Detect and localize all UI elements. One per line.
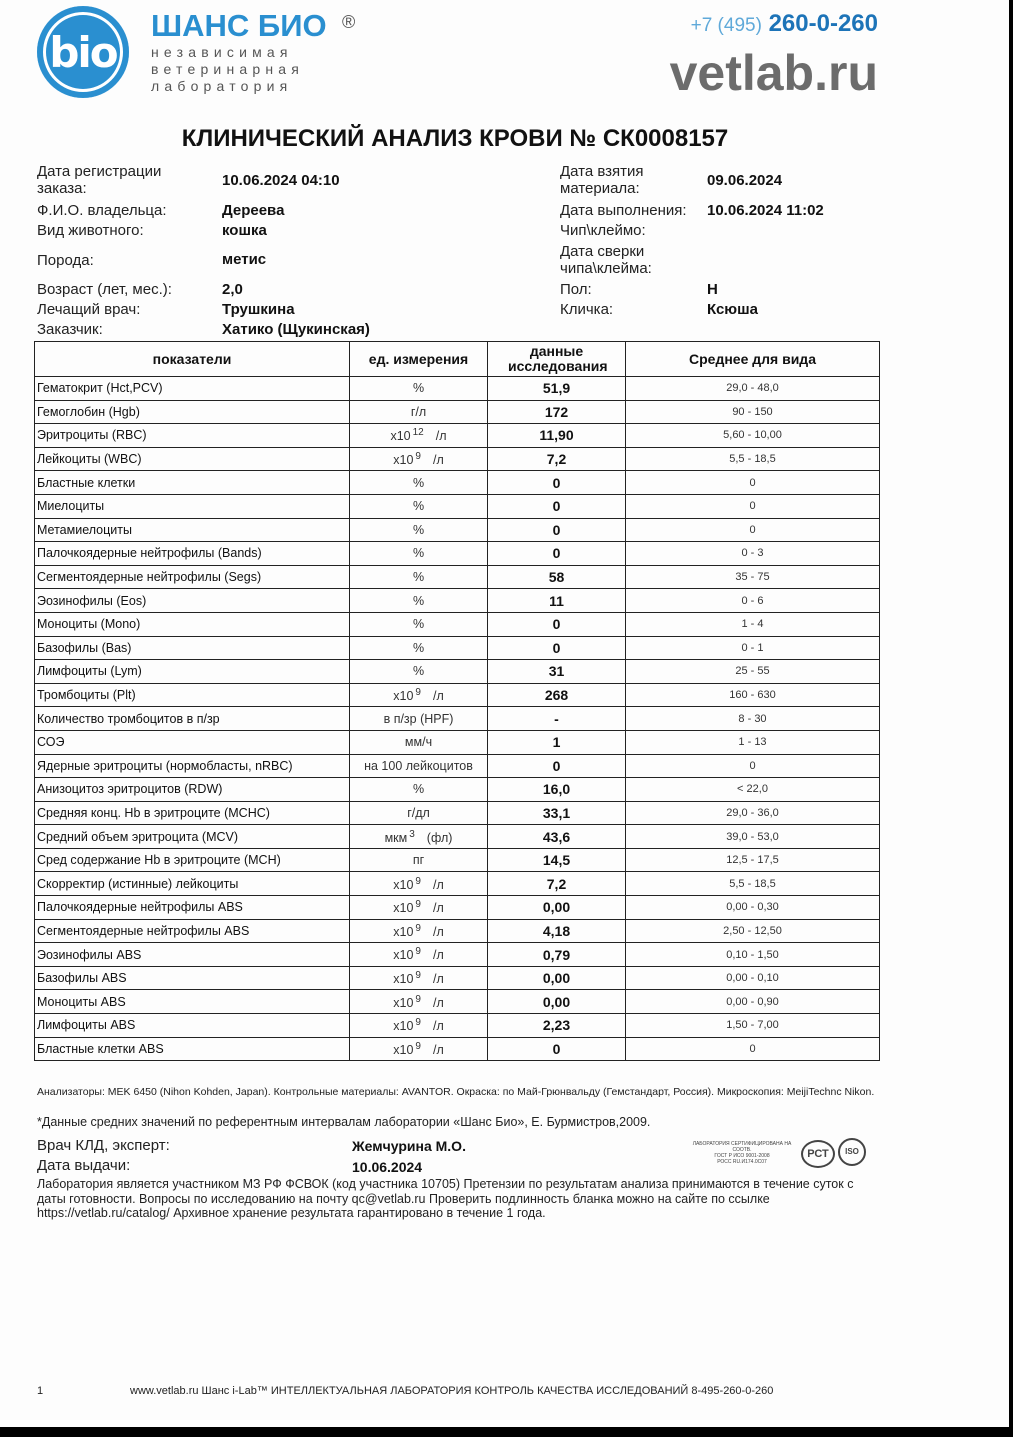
parameter-reference: 0 [626, 518, 880, 542]
parameter-value: 11 [488, 589, 626, 613]
unit-base: % [412, 499, 425, 514]
table-row [35, 636, 880, 660]
table-row [35, 966, 880, 990]
table-row [35, 778, 880, 802]
page-title: КЛИНИЧЕСКИЙ АНАЛИЗ КРОВИ № СК0008157 [181, 125, 729, 152]
unit-base: x10 [393, 948, 414, 963]
parameter-name: Ядерные эритроциты (нормобласты, nRBC) [35, 754, 350, 778]
parameter-value: 0 [488, 518, 626, 542]
parameter-unit [350, 754, 488, 778]
unit-exponent: 9 [415, 899, 421, 911]
parameter-unit [350, 990, 488, 1014]
unit-base: % [412, 640, 425, 655]
parameter-reference: 0,00 - 0,10 [626, 966, 880, 990]
info-value: Трушкина [222, 301, 295, 318]
unit-exponent: 9 [415, 993, 421, 1005]
table-row [35, 848, 880, 872]
parameter-name: Средний объем эритроцита (MCV) [35, 825, 350, 849]
unit-suffix: (фл) [426, 830, 453, 845]
unit-base: % [412, 546, 425, 561]
brand-subtitle-line: ветеринарная [151, 61, 305, 77]
info-label: Лечащий врач: [37, 301, 141, 318]
brand-name: ШАНС БИО [151, 8, 327, 43]
parameter-unit [350, 589, 488, 613]
parameter-reference: 0 - 1 [626, 636, 880, 660]
parameter-reference: 0,00 - 0,90 [626, 990, 880, 1014]
bio-logo-icon [37, 6, 129, 98]
parameter-reference: 5,5 - 18,5 [626, 447, 880, 471]
unit-base: на 100 лейкоцитов [364, 758, 473, 773]
brand-subtitle [151, 44, 304, 95]
info-label: Дата регистрации заказа: [37, 163, 162, 197]
table-row [35, 1014, 880, 1038]
parameter-unit [350, 424, 488, 448]
parameter-unit [350, 1037, 488, 1061]
unit-suffix: /л [432, 689, 444, 704]
parameter-unit [350, 778, 488, 802]
table-row [35, 400, 880, 424]
parameter-unit [350, 801, 488, 825]
table-row [35, 896, 880, 920]
parameter-unit [350, 943, 488, 967]
parameter-name: Моноциты ABS [35, 990, 350, 1014]
cert-line: ЛАБОРАТОРИЯ СЕРТИФИЦИРОВАНА НА СООТВ. [692, 1141, 792, 1153]
info-value: 10.06.2024 11:02 [707, 202, 824, 219]
parameter-value: 0 [488, 494, 626, 518]
parameter-name: Гемоглобин (Hgb) [35, 400, 350, 424]
unit-base: x10 [393, 453, 414, 468]
logo-text: bio [49, 28, 117, 77]
parameter-name: СОЭ [35, 730, 350, 754]
unit-base: пг [412, 853, 425, 868]
unit-suffix: /л [435, 429, 447, 444]
header-result: данные исследования [488, 342, 626, 377]
table-row [35, 518, 880, 542]
parameter-reference: 0 [626, 494, 880, 518]
parameter-reference: 29,0 - 48,0 [626, 377, 880, 401]
parameter-name: Лимфоциты ABS [35, 1014, 350, 1038]
parameter-unit [350, 1014, 488, 1038]
table-row [35, 1037, 880, 1061]
unit-base: x10 [393, 689, 414, 704]
parameter-reference: 0 [626, 471, 880, 495]
parameter-unit [350, 707, 488, 731]
info-label: Пол: [560, 281, 592, 298]
parameter-reference: 35 - 75 [626, 565, 880, 589]
unit-suffix: /л [432, 948, 444, 963]
footer-text: www.vetlab.ru Шанс i-Lab™ ИНТЕЛЛЕКТУАЛЬНАЯ ЛАБОРАТОРИЯ КОНТРОЛЬ КАЧЕСТВА ИССЛЕДОВАНИЙ 8-495-260-0-260 [130, 1385, 774, 1397]
parameter-name: Гематокрит (Hct,PCV) [35, 377, 350, 401]
unit-suffix: /л [432, 972, 444, 987]
reference-note: *Данные средних значений по референтным интервалам лаборатории «Шанс Био», Е. Бурмистров,2009. [37, 1115, 651, 1129]
parameter-reference: 0,00 - 0,30 [626, 896, 880, 920]
unit-exponent: 9 [415, 451, 421, 462]
parameter-name: Бластные клетки ABS [35, 1037, 350, 1061]
info-value: Н [707, 281, 718, 298]
unit-exponent: 9 [415, 1017, 421, 1029]
unit-base: % [412, 522, 425, 537]
parameter-value: - [488, 707, 626, 731]
disclaimer: Лаборатория является участником МЗ РФ ФСВОК (код участника 10705) Претензии по результатам анализа принимаются в течение суток с даты готовности. Вопросы по исследованию на почту qc@vetlab.ru Проверить подлинность бланка можно на сайте по ссылке https://vetlab.ru/catalog/ Архивное хранение результата гарантировано в течение 1 года. [37, 1177, 854, 1220]
cert-line: РОСС RU.И174.0С07 [717, 1159, 767, 1165]
parameter-reference: 0,10 - 1,50 [626, 943, 880, 967]
info-value: 09.06.2024 [707, 172, 783, 189]
unit-exponent: 3 [409, 828, 415, 840]
parameter-value: 0 [488, 612, 626, 636]
parameter-reference: 1,50 - 7,00 [626, 1014, 880, 1038]
parameter-name: Тромбоциты (Plt) [35, 683, 350, 707]
parameter-unit [350, 660, 488, 684]
parameter-reference: 0 [626, 754, 880, 778]
parameter-name: Миелоциты [35, 494, 350, 518]
phone-prefix: +7 (495) [690, 15, 762, 36]
parameter-unit [350, 377, 488, 401]
parameter-value: 4,18 [488, 919, 626, 943]
info-label: Возраст (лет, мес.): [37, 281, 172, 298]
parameter-value: 268 [488, 683, 626, 707]
registered-mark: ® [342, 12, 356, 32]
unit-base: мкм [384, 830, 408, 845]
table-row [35, 919, 880, 943]
analyzers-note: Анализаторы: MEK 6450 (Nihon Kohden, Japan). Контрольные материалы: AVANTOR. Окраска: по Май-Грюнвальду (Гемстандарт, Россия). Микроскопия: MeijiTechnc Nikon. [37, 1086, 875, 1098]
parameter-unit [350, 542, 488, 566]
parameter-unit [350, 872, 488, 896]
unit-exponent: 9 [415, 946, 421, 958]
parameter-name: Эозинофилы (Eos) [35, 589, 350, 613]
phone-number: 260-0-260 [768, 10, 878, 37]
header-unit: ед. измерения [350, 342, 488, 377]
parameter-reference: 39,0 - 53,0 [626, 825, 880, 849]
parameter-name: Эритроциты (RBC) [35, 424, 350, 448]
parameter-name: Базофилы (Bas) [35, 636, 350, 660]
certification-text [688, 1141, 796, 1165]
unit-base: г/дл [407, 805, 430, 820]
unit-suffix: /л [432, 453, 444, 468]
unit-base: % [412, 664, 425, 679]
parameter-reference: 5,5 - 18,5 [626, 872, 880, 896]
unit-base: x10 [393, 972, 414, 987]
table-row [35, 447, 880, 471]
parameter-unit [350, 896, 488, 920]
results-table [34, 341, 880, 1061]
info-value: Хатико (Щукинская) [222, 321, 370, 338]
parameter-name: Бластные клетки [35, 471, 350, 495]
parameter-reference: 1 - 4 [626, 612, 880, 636]
unit-base: x10 [393, 877, 414, 892]
parameter-name: Палочкоядерные нейтрофилы (Bands) [35, 542, 350, 566]
expert-label: Врач КЛД, эксперт: [37, 1137, 170, 1154]
parameter-value: 43,6 [488, 825, 626, 849]
info-value: Дереева [222, 202, 285, 219]
unit-exponent: 9 [415, 875, 421, 887]
parameter-reference: 2,50 - 12,50 [626, 919, 880, 943]
table-row [35, 825, 880, 849]
parameter-unit [350, 400, 488, 424]
table-row [35, 612, 880, 636]
info-label: Заказчик: [37, 321, 103, 338]
info-value: Ксюша [707, 301, 758, 318]
parameter-name: Эозинофилы ABS [35, 943, 350, 967]
parameter-name: Палочкоядерные нейтрофилы ABS [35, 896, 350, 920]
parameter-value: 2,23 [488, 1014, 626, 1038]
unit-base: x10 [393, 925, 414, 940]
parameter-reference: 0 - 6 [626, 589, 880, 613]
unit-base: % [412, 570, 425, 585]
unit-exponent: 9 [415, 970, 421, 982]
table-row [35, 589, 880, 613]
parameter-name: Количество тромбоцитов в п/зр [35, 707, 350, 731]
info-value: 2,0 [222, 281, 243, 298]
table-row [35, 542, 880, 566]
table-row [35, 990, 880, 1014]
brand-subtitle-line: независимая [151, 44, 293, 60]
parameter-value: 0 [488, 542, 626, 566]
parameter-reference: 25 - 55 [626, 660, 880, 684]
page-number: 1 [37, 1385, 44, 1397]
parameter-value: 0 [488, 636, 626, 660]
parameter-reference: < 22,0 [626, 778, 880, 802]
info-label: Дата сверки чипа\клейма: [560, 243, 652, 277]
unit-base: % [412, 617, 425, 632]
parameter-name: Базофилы ABS [35, 966, 350, 990]
info-label: Кличка: [560, 301, 614, 318]
table-row [35, 660, 880, 684]
table-row [35, 683, 880, 707]
parameter-reference: 90 - 150 [626, 400, 880, 424]
unit-base: г/л [410, 404, 427, 419]
parameter-name: Лимфоциты (Lym) [35, 660, 350, 684]
parameter-unit [350, 730, 488, 754]
parameter-name: Анизоцитоз эритроцитов (RDW) [35, 778, 350, 802]
parameter-unit [350, 825, 488, 849]
info-value: кошка [222, 222, 267, 239]
parameter-reference: 0 - 3 [626, 542, 880, 566]
table-row [35, 872, 880, 896]
parameter-unit [350, 683, 488, 707]
parameter-value: 33,1 [488, 801, 626, 825]
parameter-value: 0,00 [488, 966, 626, 990]
unit-base: x10 [390, 429, 411, 444]
iso-cert-icon: ISO [838, 1138, 866, 1166]
issue-date: 10.06.2024 [352, 1159, 423, 1175]
unit-suffix: /л [432, 1019, 444, 1034]
parameter-unit [350, 612, 488, 636]
parameter-value: 51,9 [488, 377, 626, 401]
parameter-name: Сегментоядерные нейтрофилы (Segs) [35, 565, 350, 589]
info-label: Ф.И.О. владельца: [37, 202, 167, 219]
cert-line: ГОСТ Р ИСО 9001-2008 [714, 1153, 770, 1159]
unit-base: % [412, 593, 425, 608]
parameter-unit [350, 848, 488, 872]
expert-name: Жемчурина М.О. [352, 1138, 466, 1154]
table-row [35, 801, 880, 825]
parameter-value: 0,00 [488, 896, 626, 920]
unit-suffix: /л [432, 1043, 444, 1057]
table-row [35, 943, 880, 967]
unit-base: x10 [393, 1019, 414, 1034]
info-label: Вид животного: [37, 222, 144, 239]
parameter-value: 172 [488, 400, 626, 424]
parameter-name: Сегментоядерные нейтрофилы ABS [35, 919, 350, 943]
table-row [35, 754, 880, 778]
parameter-name: Метамиелоциты [35, 518, 350, 542]
website: vetlab.ru [669, 45, 878, 101]
parameter-reference: 160 - 630 [626, 683, 880, 707]
table-row [35, 494, 880, 518]
parameter-unit [350, 471, 488, 495]
info-label: Чип\клеймо: [560, 222, 646, 239]
unit-exponent: 9 [415, 686, 421, 698]
unit-suffix: /л [432, 877, 444, 892]
parameter-value: 58 [488, 565, 626, 589]
table-row [35, 730, 880, 754]
parameter-unit [350, 447, 488, 471]
table-row [35, 707, 880, 731]
unit-base: в п/зр (HPF) [383, 711, 454, 726]
parameter-name: Лейкоциты (WBC) [35, 447, 350, 471]
unit-suffix: /л [432, 901, 444, 916]
parameter-reference: 29,0 - 36,0 [626, 801, 880, 825]
parameter-value: 7,2 [488, 447, 626, 471]
info-label: Дата выполнения: [560, 202, 687, 219]
parameter-value: 0 [488, 471, 626, 495]
unit-base: x10 [393, 901, 414, 916]
table-row [35, 424, 880, 448]
header-reference: Среднее для вида [626, 342, 880, 377]
parameter-reference: 12,5 - 17,5 [626, 848, 880, 872]
unit-exponent: 12 [412, 427, 424, 439]
info-value: метис [222, 251, 267, 268]
parameter-reference: 8 - 30 [626, 707, 880, 731]
unit-base: мм/ч [404, 735, 433, 750]
unit-suffix: /л [432, 925, 444, 940]
parameter-value: 0,00 [488, 990, 626, 1014]
parameter-value: 1 [488, 730, 626, 754]
rst-cert-icon: РСТ [801, 1140, 835, 1168]
unit-exponent: 9 [415, 922, 421, 934]
parameter-reference: 1 - 13 [626, 730, 880, 754]
table-row [35, 565, 880, 589]
parameter-value: 11,90 [488, 424, 626, 448]
info-label: Дата взятия материала: [560, 163, 644, 197]
parameter-value: 31 [488, 660, 626, 684]
parameter-value: 0,79 [488, 943, 626, 967]
issue-date-label: Дата выдачи: [37, 1157, 131, 1174]
parameter-reference: 5,60 - 10,00 [626, 424, 880, 448]
unit-suffix: /л [432, 995, 444, 1010]
parameter-unit [350, 518, 488, 542]
parameter-value: 7,2 [488, 872, 626, 896]
parameter-name: Моноциты (Mono) [35, 612, 350, 636]
parameter-unit [350, 919, 488, 943]
table-row [35, 471, 880, 495]
table-row [35, 377, 880, 401]
parameter-value: 0 [488, 1037, 626, 1061]
parameter-name: Сред содержание Hb в эритроците (MCH) [35, 848, 350, 872]
unit-base: % [412, 782, 425, 797]
unit-base: x10 [393, 995, 414, 1010]
info-value: 10.06.2024 04:10 [222, 172, 340, 189]
parameter-name: Скорректир (истинные) лейкоциты [35, 872, 350, 896]
info-label: Порода: [37, 252, 94, 269]
brand-subtitle-line: лаборатория [151, 78, 293, 94]
parameter-value: 14,5 [488, 848, 626, 872]
unit-exponent: 9 [415, 1040, 421, 1052]
unit-base: % [412, 381, 425, 396]
parameter-value: 16,0 [488, 778, 626, 802]
unit-base: x10 [393, 1043, 414, 1057]
table-header-row [35, 342, 880, 377]
parameter-unit [350, 565, 488, 589]
header-parameter: показатели [35, 342, 350, 377]
parameter-unit [350, 636, 488, 660]
parameter-value: 0 [488, 754, 626, 778]
parameter-unit [350, 966, 488, 990]
phone [691, 10, 878, 38]
parameter-name: Средняя конц. Hb в эритроците (MCHC) [35, 801, 350, 825]
parameter-unit [350, 494, 488, 518]
parameter-reference: 0 [626, 1037, 880, 1061]
unit-base: % [412, 475, 425, 490]
